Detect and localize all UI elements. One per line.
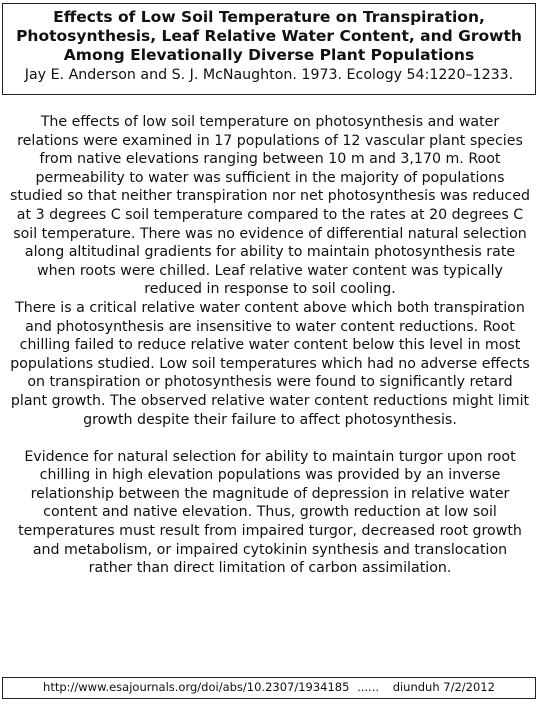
abstract-paragraph-1: The effects of low soil temperature on photosynthesis and water relations were examined in 17 populations of 12 vascular plant species from native elevations ranging between 10 m and 3,170 m. Root permeability to water was sufficient in the majority of populations studied so that neither transpiration nor net photosynthesis was reduced at 3 degrees C soil temperature compared to the rates at 20 degrees C soil temperature. There was no evidence of differential natural selection along altitudinal gradients for ability to maintain photosynthesis rate when roots were chilled. Leaf relative water content was typically reduced in response to soil cooling. — [10, 114, 530, 298]
footer-box — [2, 677, 536, 699]
download-note: diunduh 7/2/2012 — [392, 680, 495, 694]
footer-separator: ...... — [357, 680, 380, 694]
source-link[interactable]: http://www.esajournals.org/doi/abs/10.2307/1934185 — [43, 680, 350, 694]
abstract-paragraph-3: Evidence for natural selection for ability to maintain turgor upon root chilling in high elevation populations was provided by an inverse relationship between the magnitude of depression in relative water content and native elevation. Thus, growth reduction at low soil temperatures must result from impaired turgor, decreased root growth and metabolism, or impaired cytokinin synthesis and translocation rather than direct limitation of carbon assimilation. — [18, 448, 522, 577]
article-title: Effects of Low Soil Temperature on Transpiration, Photosynthesis, Leaf Relative Water Content, and Growth Among Elevationally Diverse Plant Populations — [16, 8, 522, 64]
article-citation: Jay E. Anderson and S. J. McNaughton. 1973. Ecology 54:1220–1233. — [24, 67, 514, 83]
abstract-paragraph-2: There is a critical relative water content above which both transpiration and photosynthesis are insensitive to water content reductions. Root chilling failed to reduce relative water content below this level in most populations studied. Low soil temperatures which had no adverse effects on transpiration or photosynthesis were found to significantly retard plant growth. The observed relative water content reductions might limit growth despite their failure to affect photosynthesis. — [10, 299, 530, 428]
abstract-body — [10, 113, 530, 578]
title-box — [2, 3, 536, 95]
